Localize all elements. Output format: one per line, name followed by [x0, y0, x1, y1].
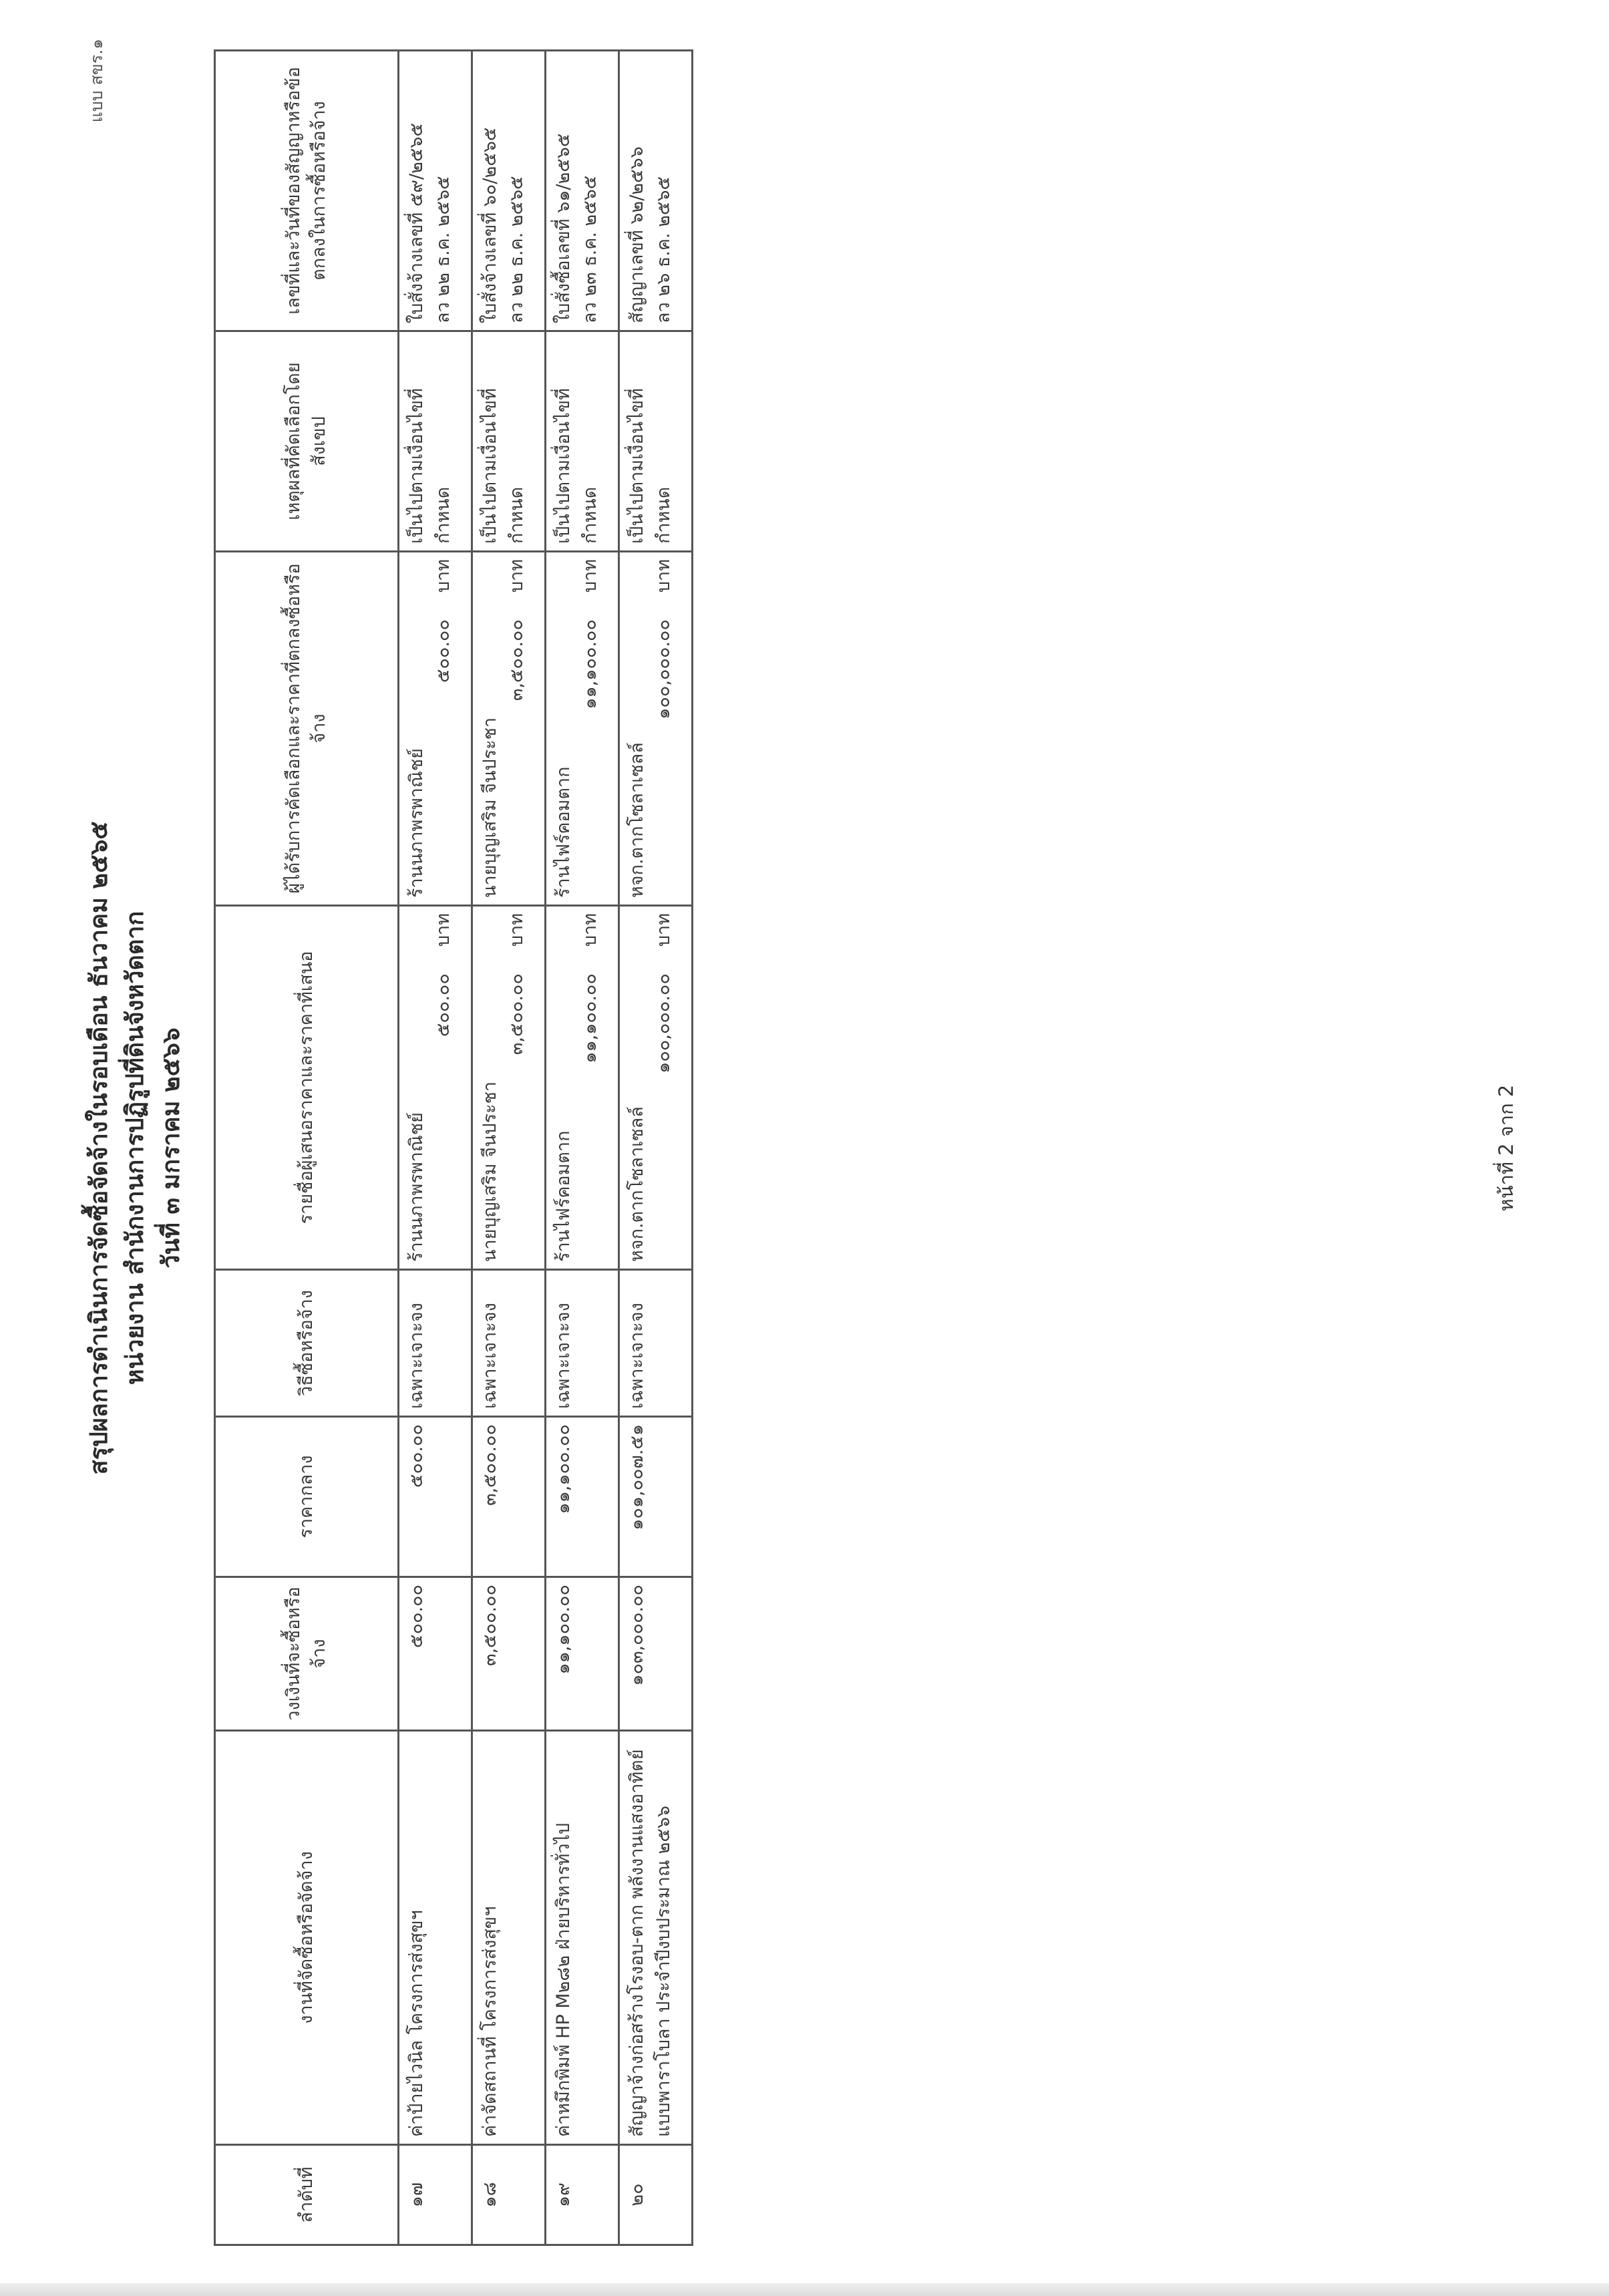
header-reason: เหตุผลที่คัดเลือกโดยสังเขป: [215, 331, 399, 552]
row-reason: เป็นไปตามเงื่อนไขที่กำหนด: [399, 331, 472, 552]
row-winner: [472, 552, 546, 906]
bidder-name: หจก.ตากโซลาเซลล์: [627, 1106, 647, 1262]
row-method: เฉพาะเจาะจง: [619, 1270, 693, 1417]
contract-number: ใบสั่งซื้อเลขที่ ๖๑/๒๕๖๕: [553, 133, 574, 323]
header-contract: เลขที่และวันที่ของสัญญาหรือข้อตกลงในการซื้อหรือจ้าง: [215, 51, 399, 331]
winner-amount: [651, 559, 677, 898]
winner-amount: [504, 559, 530, 898]
title-line1: สรุปผลการดำเนินการจัดซื้อจัดจ้างในรอบเดือน ธันวาคม ๒๕๖๕: [85, 821, 113, 1475]
winner-amount: [577, 559, 604, 898]
winner-price: ๕๐๐.๐๐: [433, 619, 454, 683]
row-item: ค่าจัดสถานที่ โครงการส่งสุขฯ: [472, 1731, 546, 2145]
contract-date: ลว ๒๖ ธ.ค. ๒๕๖๕: [653, 176, 674, 323]
bidder-price: ๑๑,๑๐๐.๐๐: [580, 973, 600, 1063]
form-code: แบบ สขร.๑: [87, 39, 106, 123]
row-bidders: [619, 906, 693, 1270]
row-method: เฉพาะเจาะจง: [399, 1270, 472, 1417]
header-no: ลำดับที่: [215, 2145, 399, 2245]
contract-number: ใบสั่งจ้างเลขที่ ๕๙/๒๕๖๕: [406, 123, 427, 323]
currency-label: บาท: [433, 913, 454, 947]
header-item: งานที่จัดซื้อหรือจัดจ้าง: [215, 1731, 399, 2145]
header-method: วิธีซื้อหรือจ้าง: [215, 1270, 399, 1417]
bidder-price: ๕๐๐.๐๐: [433, 973, 454, 1037]
bidder-amount: [651, 913, 677, 1262]
row-item: สัญญาจ้างก่อสร้างโรงอบ-ตาก พลังงานแสงอาทิตย์ แบบพาราโบลา ประจำปีงบประมาณ ๒๕๖๖: [619, 1731, 693, 2145]
title-block: [81, 0, 190, 2296]
header-bidders: รายชื่อผู้เสนอราคาและราคาที่เสนอ: [215, 906, 399, 1270]
row-winner: [619, 552, 693, 906]
row-contract: [472, 51, 546, 331]
bidder-amount: [504, 913, 530, 1262]
row-no: ๑๘: [472, 2145, 546, 2245]
row-median: ๑๑,๑๐๐.๐๐: [546, 1417, 619, 1577]
winner-price: ๑๐๐,๐๐๐.๐๐: [653, 619, 674, 719]
currency-label: บาท: [580, 559, 600, 593]
bidder-price: ๑๐๐,๐๐๐.๐๐: [653, 973, 674, 1074]
winner-name: ร้านไฟร์คอมตาก: [553, 766, 574, 898]
contract-number: ใบสั่งจ้างเลขที่ ๖๐/๒๕๖๕: [480, 127, 500, 323]
winner-price: ๑๑,๑๐๐.๐๐: [580, 619, 600, 709]
bidder-name: นายบุญเสริม จีนประชา: [480, 1081, 500, 1262]
winner-name: นายบุญเสริม จีนประชา: [480, 717, 500, 898]
row-median: ๑๐๑,๐๐๗.๕๑: [619, 1417, 693, 1577]
row-contract: [619, 51, 693, 331]
currency-label: บาท: [653, 559, 674, 593]
currency-label: บาท: [506, 559, 527, 593]
header-median: ราคากลาง: [215, 1417, 399, 1577]
row-contract: [399, 51, 472, 331]
table-row: [546, 51, 619, 2245]
currency-label: บาท: [433, 559, 454, 593]
row-contract: [546, 51, 619, 331]
contract-date: ลว ๒๒ ธ.ค. ๒๕๖๕: [433, 176, 454, 323]
contract-number: สัญญาเลขที่ ๖๒/๒๕๖๖: [627, 146, 647, 323]
row-median: ๕๐๐.๐๐: [399, 1417, 472, 1577]
bidder-name: ร้านนภาพรพาณิชย์: [406, 1112, 427, 1262]
bidder-price: ๓,๕๐๐.๐๐: [506, 973, 527, 1055]
currency-label: บาท: [653, 913, 674, 947]
table-row: [619, 51, 693, 2245]
row-method: เฉพาะเจาะจง: [472, 1270, 546, 1417]
winner-price: ๓,๕๐๐.๐๐: [506, 619, 527, 701]
winner-name: หจก.ตากโซลาเซลล์: [627, 742, 647, 898]
row-no: ๑๙: [546, 2145, 619, 2245]
row-reason: เป็นไปตามเงื่อนไขที่กำหนด: [472, 331, 546, 552]
bidder-amount: [577, 913, 604, 1262]
row-budget: ๓,๕๐๐.๐๐: [472, 1577, 546, 1731]
contract-date: ลว ๒๓ ธ.ค. ๒๕๖๕: [580, 175, 600, 323]
row-reason: เป็นไปตามเงื่อนไขที่กำหนด: [546, 331, 619, 552]
procurement-table: [214, 49, 693, 2246]
row-winner: [399, 552, 472, 906]
row-item: ค่าป้ายไวนิล โครงการส่งสุขฯ: [399, 1731, 472, 2145]
row-no: ๑๗: [399, 2145, 472, 2245]
header-budget: วงเงินที่จะซื้อหรือจ้าง: [215, 1577, 399, 1731]
header-row: [215, 51, 399, 2245]
bidder-amount: [430, 913, 457, 1262]
table-row: [472, 51, 546, 2245]
row-budget: ๑๐๓,๐๐๐.๐๐: [619, 1577, 693, 1731]
row-bidders: [472, 906, 546, 1270]
row-bidders: [399, 906, 472, 1270]
row-median: ๓,๕๐๐.๐๐: [472, 1417, 546, 1577]
title-line2: หน่วยงาน สำนักงานการปฏิรูปที่ดินจังหวัดตาก: [122, 911, 149, 1385]
winner-name: ร้านนภาพรพาณิชย์: [406, 748, 427, 898]
page-number: หน้าที่ 2 จาก 2: [1495, 1084, 1517, 1212]
row-bidders: [546, 906, 619, 1270]
row-no: ๒๐: [619, 2145, 693, 2245]
title-line3: วันที่ ๓ มกราคม ๒๕๖๖: [158, 1027, 185, 1269]
table-row: [399, 51, 472, 2245]
currency-label: บาท: [506, 913, 527, 947]
header-winner: ผู้ได้รับการคัดเลือกและราคาที่ตกลงซื้อหรือจ้าง: [215, 552, 399, 906]
row-method: เฉพาะเจาะจง: [546, 1270, 619, 1417]
row-item: ค่าหมึกพิมพ์ HP M๒๘๒ ฝ่ายบริหารทั่วไป: [546, 1731, 619, 2145]
contract-date: ลว ๒๒ ธ.ค. ๒๕๖๕: [506, 176, 527, 323]
currency-label: บาท: [580, 913, 600, 947]
row-budget: ๕๐๐.๐๐: [399, 1577, 472, 1731]
row-budget: ๑๑,๑๐๐.๐๐: [546, 1577, 619, 1731]
row-reason: เป็นไปตามเงื่อนไขที่กำหนด: [619, 331, 693, 552]
winner-amount: [430, 559, 457, 898]
row-winner: [546, 552, 619, 906]
bidder-name: ร้านไฟร์คอมตาก: [553, 1130, 574, 1262]
